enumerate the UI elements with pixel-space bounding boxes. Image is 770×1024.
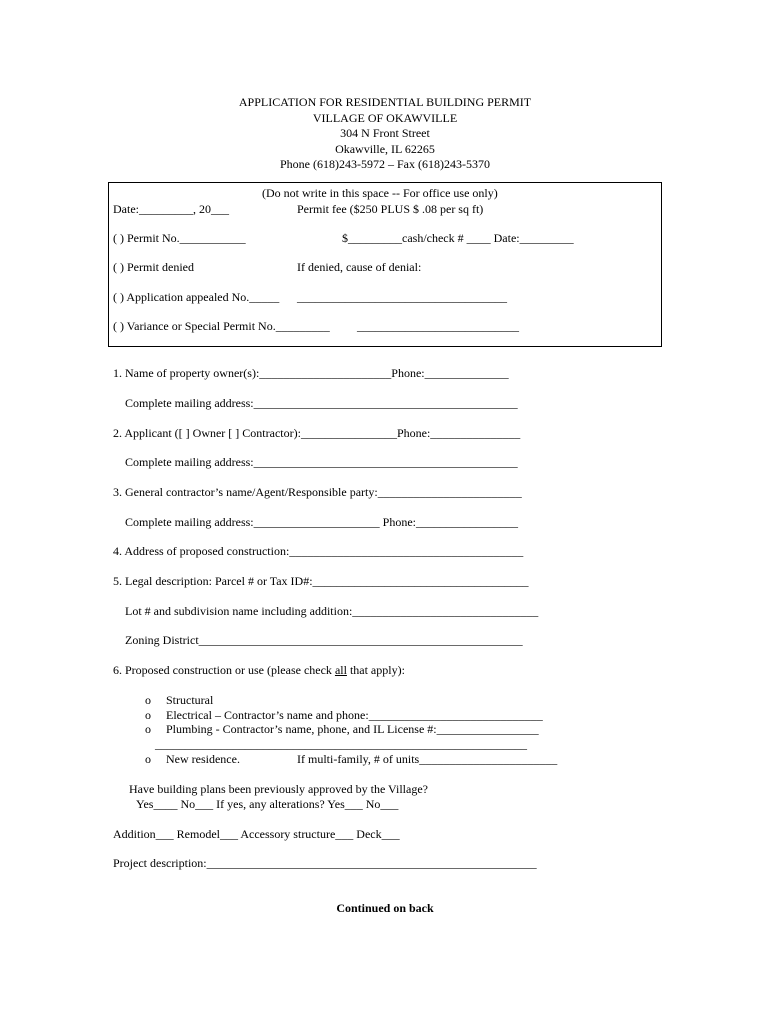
appeal-number-field[interactable]: ( ) Application appealed No._____ [113, 290, 280, 304]
multi-family-units-field[interactable]: If multi-family, # of units_______________________ [297, 752, 558, 766]
permit-denied-checkbox[interactable]: ( ) Permit denied [113, 260, 194, 274]
owner-address-field[interactable]: Complete mailing address:____________________________________________ [125, 396, 518, 410]
proposed-use-all: all [334, 663, 347, 677]
applicant-address-field[interactable]: Complete mailing address:____________________________________________ [125, 455, 518, 469]
variance-notes-line[interactable]: ___________________________ [357, 319, 519, 333]
appeal-notes-line[interactable]: ___________________________________ [297, 290, 507, 304]
permit-number-field[interactable]: ( ) Permit No.___________ [113, 231, 246, 245]
plans-approved-answers[interactable]: Yes____ No___ If yes, any alterations? Yes___ No___ [136, 797, 399, 811]
structural-checkbox[interactable]: o [145, 693, 151, 707]
contractor-field[interactable]: 3. General contractor’s name/Agent/Responsible party:________________________ [113, 485, 522, 499]
office-use-note: (Do not write in this space -- For office use only) [262, 186, 498, 200]
contractor-address-field[interactable]: Complete mailing address:_____________________ Phone:_________________ [125, 515, 518, 529]
electrical-checkbox[interactable]: o [145, 708, 151, 722]
legal-description-label: 5. Legal description: Parcel # or Tax ID#: [113, 574, 313, 588]
village-name: VILLAGE OF OKAWVILLE [312, 110, 458, 125]
zoning-district-field[interactable]: Zoning District______________________________________________________ [125, 633, 523, 647]
project-type-options[interactable]: Addition___ Remodel___ Accessory structure___ Deck___ [113, 827, 400, 841]
lot-subdivision-field[interactable]: Lot # and subdivision name including addition:_______________________________ [125, 604, 539, 618]
electrical-field[interactable]: Electrical – Contractor’s name and phone:_____________________________ [166, 708, 543, 722]
plumbing-field[interactable]: Plumbing - Contractor’s name, phone, and IL License #:_________________ [166, 722, 539, 736]
plumbing-checkbox[interactable]: o [145, 722, 151, 736]
variance-number-field[interactable]: ( ) Variance or Special Permit No._________ [113, 319, 330, 333]
legal-description-field[interactable] [113, 574, 529, 588]
applicant-field[interactable]: 2. Applicant ([ ] Owner [ ] Contractor):________________Phone:_______________ [113, 426, 521, 440]
proposed-use-heading [113, 663, 405, 677]
plans-approved-question: Have building plans been previously approved by the Village? [129, 782, 428, 796]
proposed-use-suffix: that apply): [346, 663, 405, 677]
plumbing-continuation-line[interactable]: ______________________________________________________________ [155, 737, 527, 751]
permit-fee-label: Permit fee ($250 PLUS $ .08 per sq ft) [297, 202, 484, 216]
construction-address-field[interactable]: 4. Address of proposed construction:_______________________________________ [113, 544, 524, 558]
document-header [0, 95, 770, 173]
continued-on-back: Continued on back [336, 901, 434, 915]
denial-cause-label: If denied, cause of denial: [297, 260, 422, 274]
new-residence-checkbox[interactable]: o [145, 752, 151, 766]
office-date-field[interactable]: Date:_________, 20___ [113, 202, 229, 216]
project-description-field[interactable]: Project description:_______________________________________________________ [113, 856, 537, 870]
city-address: Okawville, IL 62265 [335, 141, 435, 156]
legal-description-line[interactable]: ____________________________________ [312, 574, 529, 588]
proposed-use-label: 6. Proposed construction or use (please check [113, 663, 335, 677]
payment-field[interactable]: $_________cash/check # ____ Date:_________ [342, 231, 574, 245]
phone-fax: Phone (618)243-5972 – Fax (618)243-5370 [280, 157, 490, 171]
new-residence-label: New residence. [166, 752, 240, 766]
document-title: APPLICATION FOR RESIDENTIAL BUILDING PERMIT [238, 95, 532, 109]
structural-label: Structural [166, 693, 214, 707]
street-address: 304 N Front Street [340, 126, 430, 140]
owner-field[interactable]: 1. Name of property owner(s):______________________Phone:______________ [113, 366, 509, 380]
